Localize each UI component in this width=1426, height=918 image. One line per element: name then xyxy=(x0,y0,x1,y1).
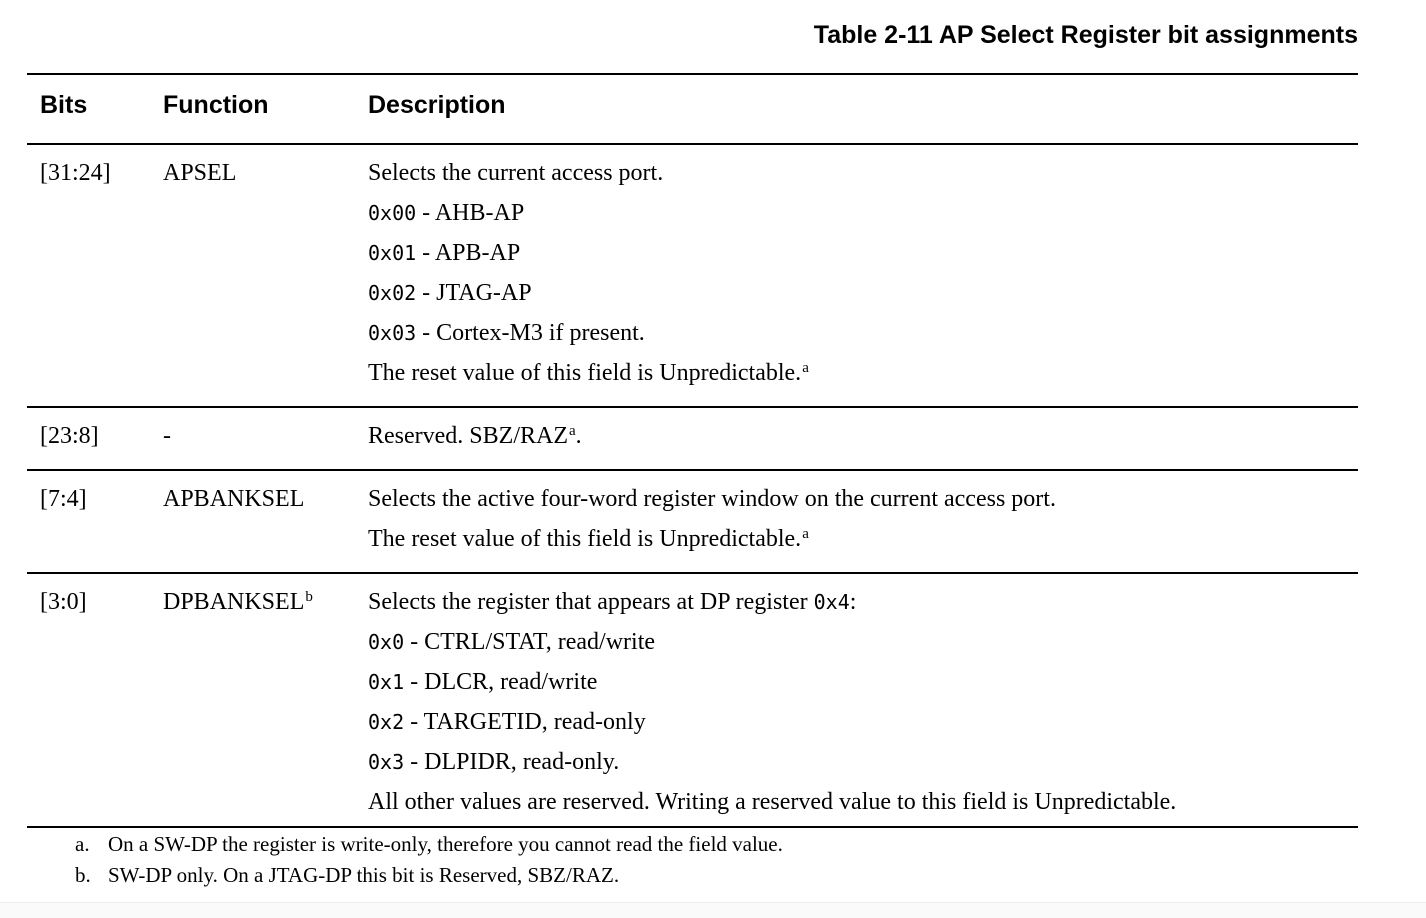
text-run: The reset value of this field is Unpredictable. xyxy=(368,360,802,386)
code-literal: 0x1 xyxy=(368,670,405,694)
function-cell xyxy=(163,144,368,407)
description-line xyxy=(368,519,1358,562)
text-run: - APB-AP xyxy=(416,240,521,266)
text-run: - JTAG-AP xyxy=(416,280,532,306)
description-line xyxy=(368,622,1358,662)
footnote-label: a. xyxy=(75,832,90,856)
table-header xyxy=(27,74,1358,144)
header-bits: Bits xyxy=(40,90,88,119)
footnotes xyxy=(75,829,1358,891)
description-line xyxy=(368,782,1358,822)
table-row xyxy=(27,470,1358,573)
description-cell xyxy=(368,144,1358,407)
function-cell xyxy=(163,573,368,827)
table-row xyxy=(27,407,1358,470)
function-cell xyxy=(163,470,368,573)
text-run: - AHB-AP xyxy=(416,200,525,226)
footnote-ref-sup: a xyxy=(568,423,576,439)
code-literal: 0x4 xyxy=(813,590,850,614)
footnote-line xyxy=(75,829,1358,860)
code-literal: 0x03 xyxy=(368,321,417,345)
text-run: APBANKSEL xyxy=(163,486,305,512)
table-row xyxy=(27,573,1358,827)
text-run: Selects the active four-word register window on the current access port. xyxy=(368,486,1056,512)
function-cell xyxy=(163,407,368,470)
text-run: The reset value of this field is Unpredictable. xyxy=(368,526,802,552)
page-bottom-edge xyxy=(0,902,1426,918)
text-run: DPBANKSEL xyxy=(163,589,305,615)
description-line xyxy=(368,153,1358,193)
footnote-label: b. xyxy=(75,863,91,887)
description-line xyxy=(368,313,1358,353)
description-line xyxy=(368,479,1358,519)
bits-cell: [23:8] xyxy=(40,423,99,449)
description-line xyxy=(368,353,1358,396)
code-literal: 0x0 xyxy=(368,630,405,654)
bits-cell: [3:0] xyxy=(40,589,87,615)
footnote-ref-sup: b xyxy=(305,589,313,605)
text-run: - TARGETID, read-only xyxy=(404,709,646,735)
bits-cell: [31:24] xyxy=(40,160,111,186)
description-line xyxy=(368,233,1358,273)
text-run: APSEL xyxy=(163,160,237,186)
text-run: - xyxy=(163,423,171,449)
description-cell xyxy=(368,470,1358,573)
text-run: - DLPIDR, read-only. xyxy=(404,749,620,775)
footnote-text: On a SW-DP the register is write-only, therefore you cannot read the field value. xyxy=(108,832,783,856)
description-line xyxy=(368,662,1358,702)
text-run: Reserved. SBZ/RAZ xyxy=(368,423,568,449)
bits-cell: [7:4] xyxy=(40,486,87,512)
text-run: All other values are reserved. Writing a reserved value to this field is Unpredictable. xyxy=(368,789,1177,815)
code-literal: 0x02 xyxy=(368,281,417,305)
table-caption: Table 2-11 AP Select Register bit assignments xyxy=(813,21,1358,49)
table-body xyxy=(27,144,1358,827)
description-line xyxy=(368,742,1358,782)
text-run: . xyxy=(575,423,582,449)
code-literal: 0x00 xyxy=(368,201,417,225)
table-row xyxy=(27,144,1358,407)
header-function: Function xyxy=(163,90,269,119)
code-literal: 0x3 xyxy=(368,750,405,774)
footnote-ref-sup: a xyxy=(802,360,809,376)
description-cell xyxy=(368,407,1358,470)
footnote-text: SW-DP only. On a JTAG-DP this bit is Reserved, SBZ/RAZ. xyxy=(108,863,620,887)
header-description: Description xyxy=(368,90,506,119)
description-line xyxy=(368,193,1358,233)
description-line xyxy=(368,273,1358,313)
description-line xyxy=(368,416,1358,459)
footnote-line xyxy=(75,860,1358,891)
description-line xyxy=(368,582,1358,622)
text-run: - DLCR, read/write xyxy=(404,669,598,695)
text-run: Selects the current access port. xyxy=(368,160,664,186)
description-line xyxy=(368,702,1358,742)
text-run: : xyxy=(849,589,857,615)
text-run: - CTRL/STAT, read/write xyxy=(404,629,656,655)
header-row xyxy=(27,74,1358,144)
register-bit-assignments-table xyxy=(27,73,1358,828)
text-run: Selects the register that appears at DP register xyxy=(368,589,814,615)
description-cell xyxy=(368,573,1358,827)
code-literal: 0x01 xyxy=(368,241,417,265)
text-run: - Cortex-M3 if present. xyxy=(416,320,645,346)
code-literal: 0x2 xyxy=(368,710,405,734)
footnote-ref-sup: a xyxy=(802,526,809,542)
